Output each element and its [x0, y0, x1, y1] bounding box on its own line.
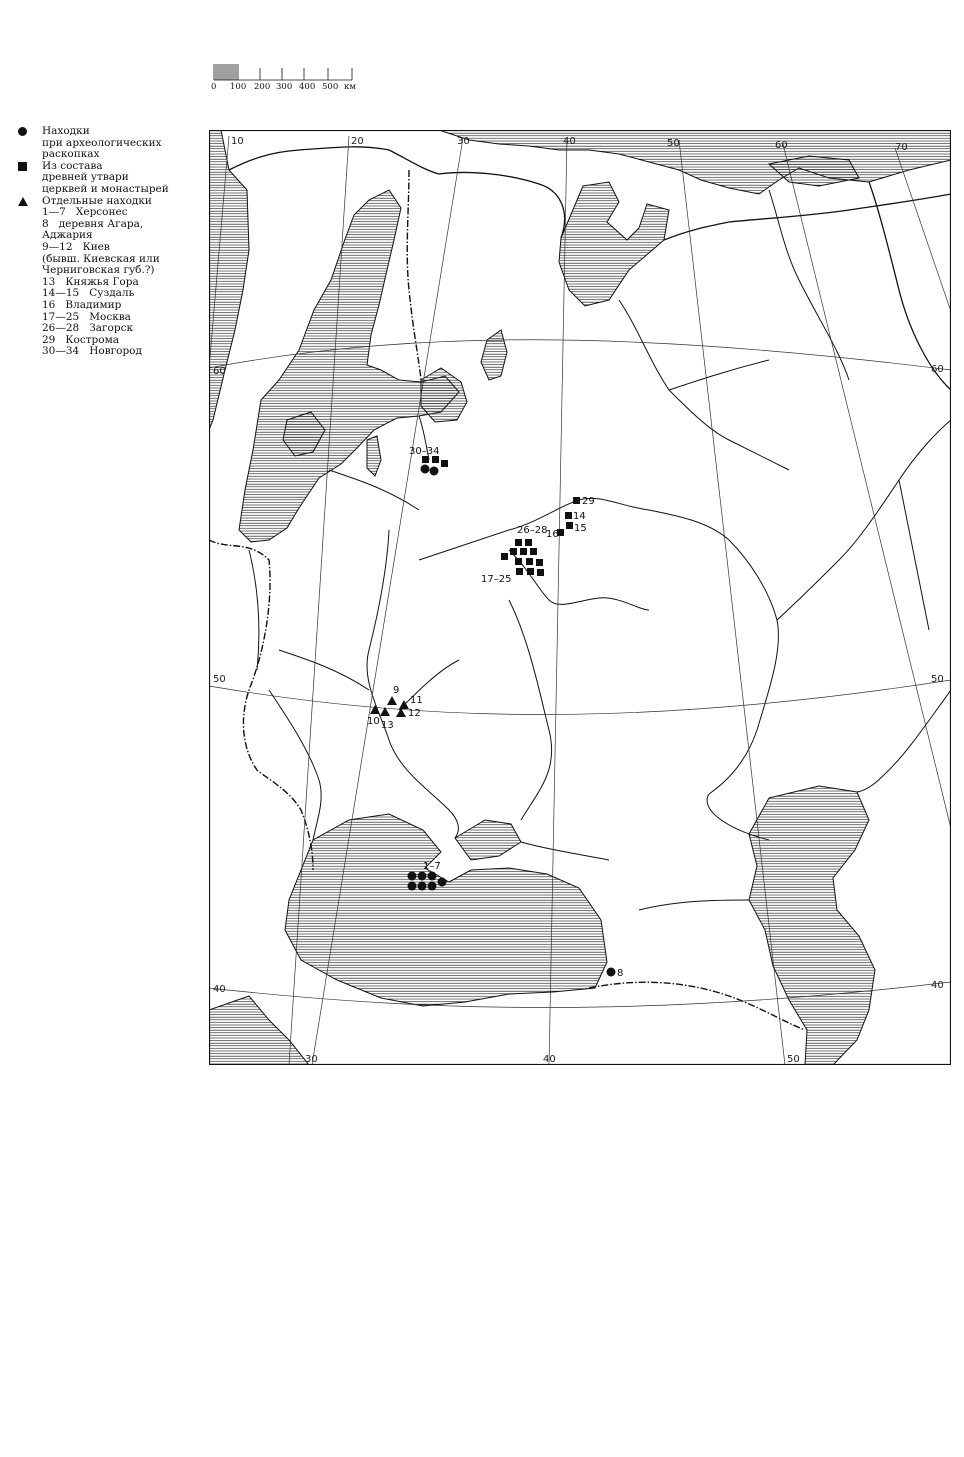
legend-category-line: при археологических — [42, 136, 162, 149]
site-label-kiev-10: 10 — [367, 716, 380, 727]
site-label-suzdal-14: 14 — [573, 511, 586, 522]
square-marker — [536, 559, 543, 566]
site-vladimir — [546, 529, 564, 540]
lake-onega — [481, 330, 507, 380]
legend-entry-place: Москва — [89, 310, 131, 323]
parallel-label-left-40: 40 — [213, 984, 226, 995]
river-don — [509, 600, 552, 820]
sea-azov — [455, 820, 521, 860]
legend-entry-range: 13 — [42, 275, 56, 288]
sea-black — [285, 814, 607, 1006]
river-pechora — [769, 190, 849, 380]
legend-entry-place: Новгород — [89, 345, 142, 358]
scale-unit: км — [344, 82, 356, 92]
parallel-label-left-50: 50 — [213, 674, 226, 685]
river-desna — [399, 660, 459, 710]
meridian-label-bottom-40: 40 — [543, 1054, 556, 1065]
site-label-kiev-11: 11 — [410, 695, 423, 706]
site-moscow-zagorsk — [481, 525, 547, 585]
lake-ladoga — [421, 368, 467, 422]
meridian-label-50: 50 — [667, 138, 680, 149]
sea-white — [559, 182, 669, 306]
square-marker — [515, 558, 522, 565]
circle-marker — [408, 882, 417, 891]
square-marker — [526, 558, 533, 565]
legend-entry-place: Княжья Гора — [65, 275, 139, 288]
square-marker — [520, 548, 527, 555]
parallel-label-right-50: 50 — [931, 674, 944, 685]
legend-entry-place: Аджария — [42, 229, 93, 242]
river-volga — [419, 498, 778, 840]
scale-tick-300: 300 — [276, 82, 293, 92]
river-dniester — [269, 690, 321, 840]
site-label-kiev-9: 9 — [393, 685, 400, 696]
map-legend — [14, 126, 174, 358]
legend-entry-place: Суздаль — [89, 287, 135, 300]
meridian-label-bottom-30: 30 — [305, 1054, 318, 1065]
legend-entry-place: Загорск — [89, 322, 134, 335]
circle-marker — [438, 878, 447, 887]
legend-entry-place: Владимир — [65, 298, 122, 311]
legend-entry-range: 1—7 — [42, 206, 66, 219]
river-pripyat — [279, 650, 369, 690]
meridian-label-70: 70 — [895, 142, 908, 153]
site-label-moscow: 17–25 — [481, 574, 512, 585]
circle-marker — [421, 465, 430, 474]
meridian-label-20: 20 — [351, 136, 364, 147]
legend-entry-range: 9—12 — [42, 240, 73, 253]
river-vychegda — [669, 360, 769, 390]
meridian-50 — [679, 140, 785, 1065]
legend-category-line: древней утвари — [42, 171, 129, 184]
legend-entry-place: Кострома — [65, 333, 119, 346]
parallel-label-left-60: 60 — [213, 366, 226, 377]
sea-north-atlantic — [209, 130, 249, 430]
site-label-kiev-12: 12 — [408, 708, 421, 719]
meridian-label-30: 30 — [457, 136, 470, 147]
circle-icon — [18, 127, 27, 136]
legend-entry-range: 26—28 — [42, 322, 80, 335]
site-agara — [607, 968, 624, 980]
circle-marker — [408, 872, 417, 881]
square-icon — [18, 162, 27, 171]
legend-category-excavations — [14, 126, 174, 161]
legend-category-line: Находки — [42, 125, 90, 137]
scale-tick-0: 0 — [211, 82, 217, 92]
site-label-knyazha-gora: 13 — [381, 720, 394, 731]
legend-entry-range: 29 — [42, 333, 56, 346]
scale-tick-100: 100 — [230, 82, 247, 92]
scale-tick-500: 500 — [322, 82, 339, 92]
border-finland — [407, 170, 421, 380]
legend-entries — [14, 207, 174, 358]
square-marker — [566, 522, 573, 529]
circle-marker — [607, 968, 616, 977]
site-label-zagorsk: 26–28 — [517, 525, 548, 536]
site-kiev — [367, 685, 423, 731]
circle-marker — [430, 467, 439, 476]
river-dnieper — [367, 530, 458, 838]
sea-barents — [439, 130, 951, 194]
legend-entry-place: Херсонес — [75, 206, 128, 219]
border-west — [209, 540, 313, 870]
coast-kola — [439, 172, 565, 238]
circle-marker — [428, 882, 437, 891]
legend-entry-range: 14—15 — [42, 287, 80, 300]
border-caucasus — [589, 982, 805, 1030]
map-canvas — [209, 130, 951, 1065]
river-terek — [639, 900, 749, 910]
legend-category-single-finds — [14, 196, 174, 208]
triangle-marker — [387, 696, 397, 705]
square-marker — [573, 497, 580, 504]
square-marker — [527, 568, 534, 575]
legend-entry-range: 17—25 — [42, 310, 80, 323]
coast-arctic — [664, 194, 951, 240]
coast-scandinavia — [229, 147, 439, 174]
river-northern-dvina — [619, 300, 789, 470]
circle-marker — [418, 882, 427, 891]
scale-bar — [210, 60, 390, 94]
parallel-50 — [209, 680, 951, 715]
lake-peipus — [367, 436, 381, 476]
legend-entry-range: 8 — [42, 217, 49, 230]
meridian-70 — [895, 148, 951, 1065]
scale-bar-graphic — [210, 60, 390, 84]
meridian-label-bottom-50: 50 — [787, 1054, 800, 1065]
square-marker — [537, 569, 544, 576]
legend-category-line: Из состава — [42, 159, 103, 172]
legend-entry-place: Киев — [82, 240, 110, 253]
meridian-label-60: 60 — [775, 140, 788, 151]
legend-entry-range: 16 — [42, 298, 56, 311]
legend-entry — [14, 219, 174, 231]
legend-entry-place: Черниговская губ.?) — [42, 264, 155, 277]
site-label-kostroma: 29 — [582, 496, 595, 507]
scale-tick-200: 200 — [254, 82, 271, 92]
square-marker — [441, 460, 448, 467]
river-kama — [777, 420, 951, 620]
circle-marker — [428, 872, 437, 881]
meridian-label-10: 10 — [231, 136, 244, 147]
triangle-icon — [18, 197, 28, 206]
parallel-label-right-40: 40 — [931, 980, 944, 991]
legend-category-church-utensils — [14, 161, 174, 196]
map-frame — [209, 130, 951, 1065]
legend-entry-range: 30—34 — [42, 345, 80, 358]
river-vistula — [249, 550, 259, 670]
legend-entry-place: деревня Агара, — [58, 217, 144, 230]
square-marker — [422, 456, 429, 463]
legend-category-line: церквей и монастырей — [42, 182, 169, 195]
river-kuban — [521, 842, 609, 860]
square-marker — [565, 512, 572, 519]
circle-marker — [418, 872, 427, 881]
square-marker — [530, 548, 537, 555]
square-marker — [501, 553, 508, 560]
legend-entry-place: (бывш. Киевская или — [42, 252, 160, 265]
coast-ural-arctic — [869, 182, 951, 390]
seas — [209, 130, 951, 1065]
square-marker — [432, 456, 439, 463]
square-marker — [516, 568, 523, 575]
parallel-label-right-60: 60 — [931, 364, 944, 375]
site-novgorod — [409, 446, 448, 476]
site-label-chersonesus: 1–7 — [423, 861, 441, 872]
square-marker — [515, 539, 522, 546]
site-label-suzdal-15: 15 — [574, 523, 587, 534]
site-kostroma — [573, 496, 595, 507]
river-ural — [857, 690, 951, 792]
scale-tick-400: 400 — [299, 82, 316, 92]
sea-caspian — [749, 786, 875, 1065]
triangle-marker — [370, 705, 380, 714]
site-suzdal — [565, 511, 587, 534]
meridian-label-40: 40 — [563, 136, 576, 147]
river-belaya — [899, 480, 929, 630]
site-label-novgorod: 30–34 — [409, 446, 440, 457]
square-marker — [510, 548, 517, 555]
sea-aegean — [209, 996, 309, 1065]
legend-category-line: раскопках — [42, 148, 100, 161]
site-label-agara: 8 — [617, 968, 624, 979]
square-marker — [525, 539, 532, 546]
legend-category-line: Отдельные находки — [42, 194, 152, 207]
legend-entry — [14, 346, 174, 358]
site-label-vladimir: 16 — [546, 529, 559, 540]
